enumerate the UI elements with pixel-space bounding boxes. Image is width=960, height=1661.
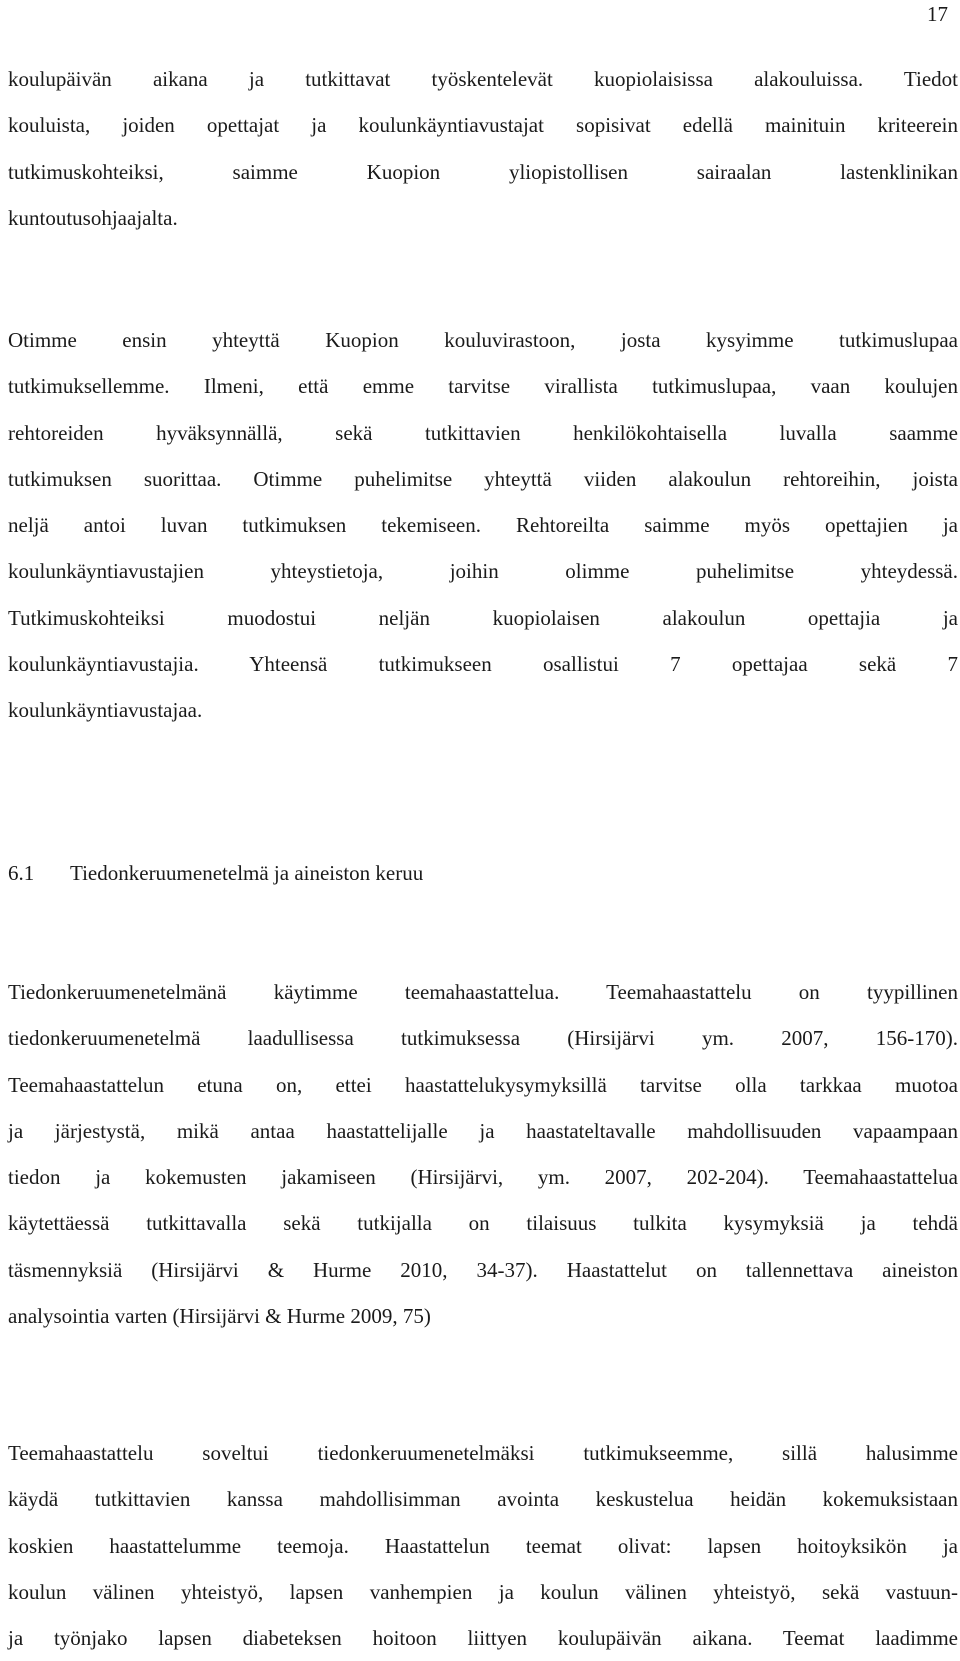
paragraph-line: rehtoreiden hyväksynnällä, sekä tutkittavien henkilökohtaisella luvalla saamme xyxy=(8,420,958,445)
section-heading xyxy=(8,858,423,888)
paragraph-line: tutkimuskohteiksi, saimme Kuopion yliopistollisen sairaalan lastenklinikan xyxy=(8,159,958,184)
paragraph-line: käydä tutkittavien kanssa mahdollisimman avointa keskustelua heidän kokemuksistaan xyxy=(8,1487,958,1512)
paragraph-line: käytettäessä tutkittavalla sekä tutkijalla on tilaisuus tulkita kysymyksiä ja tehdä xyxy=(8,1211,958,1236)
paragraph-line: koulunkäyntiavustajien yhteystietoja, joihin olimme puhelimitse yhteydessä. xyxy=(8,559,958,584)
paragraph-line: ja työnjako lapsen diabeteksen hoitoon liittyen koulupäivän aikana. Teemat laadimme xyxy=(8,1626,958,1651)
paragraph-line: ja järjestystä, mikä antaa haastattelijalle ja haastateltavalle mahdollisuuden vapaampaan xyxy=(8,1118,958,1143)
paragraph-line: täsmennyksiä (Hirsijärvi & Hurme 2010, 34-37). Haastattelut on tallennettava aineiston xyxy=(8,1257,958,1282)
paragraph-line: koulunkäyntiavustajia. Yhteensä tutkimukseen osallistui 7 opettajaa sekä 7 xyxy=(8,652,958,677)
paragraph-line: Tiedonkeruumenetelmänä käytimme teemahaastattelua. Teemahaastattelu on tyypillinen xyxy=(8,980,958,1004)
page-number: 17 xyxy=(927,2,948,26)
paragraph-2 xyxy=(8,317,958,734)
paragraph-line: koulun välinen yhteistyö, lapsen vanhempien ja koulun välinen yhteistyö, sekä vastuun- xyxy=(8,1579,958,1604)
paragraph-line: Tutkimuskohteiksi muodostui neljän kuopiolaisen alakoulun opettajia ja xyxy=(8,605,958,630)
paragraph-3 xyxy=(8,969,958,1339)
paragraph-line: koskien haastattelumme teemoja. Haastattelun teemat olivat: lapsen hoitoyksikön ja xyxy=(8,1533,958,1558)
paragraph-line: tiedonkeruumenetelmä laadullisessa tutkimuksessa (Hirsijärvi ym. 2007, 156-170). xyxy=(8,1026,958,1051)
section-number: 6.1 xyxy=(8,861,35,885)
paragraph-line: Otimme ensin yhteyttä Kuopion kouluvirastoon, josta kysyimme tutkimuslupaa xyxy=(8,328,958,352)
paragraph-line: tiedon ja kokemusten jakamiseen (Hirsijärvi, ym. 2007, 202-204). Teemahaastattelua xyxy=(8,1165,958,1190)
paragraph-line: tutkimuksellemme. Ilmeni, että emme tarvitse virallista tutkimuslupaa, vaan koulujen xyxy=(8,374,958,399)
paragraph-1 xyxy=(8,56,958,241)
paragraph-line: analysointia varten (Hirsijärvi & Hurme 2009, 75) xyxy=(8,1304,431,1329)
paragraph-line: neljä antoi luvan tutkimuksen tekemiseen. Rehtoreilta saimme myös opettajien ja xyxy=(8,513,958,538)
paragraph-line: Teemahaastattelu soveltui tiedonkeruumenetelmäksi tutkimukseemme, sillä halusimme xyxy=(8,1441,958,1465)
section-title: Tiedonkeruumenetelmä ja aineiston keruu xyxy=(70,861,424,885)
paragraph-4 xyxy=(8,1430,958,1661)
paragraph-line: koulupäivän aikana ja tutkittavat työskentelevät kuopiolaisissa alakouluissa. Tiedot xyxy=(8,67,958,91)
paragraph-line: kouluista, joiden opettajat ja koulunkäyntiavustajat sopisivat edellä mainituin kriteerein xyxy=(8,113,958,138)
paragraph-line: kuntoutusohjaajalta. xyxy=(8,205,178,230)
paragraph-line: koulunkäyntiavustajaa. xyxy=(8,698,203,723)
paragraph-line: Teemahaastattelun etuna on, ettei haastattelukysymyksillä tarvitse olla tarkkaa muotoa xyxy=(8,1072,958,1097)
paragraph-line: tutkimuksen suorittaa. Otimme puhelimitse yhteyttä viiden alakoulun rehtoreihin, joista xyxy=(8,466,958,491)
